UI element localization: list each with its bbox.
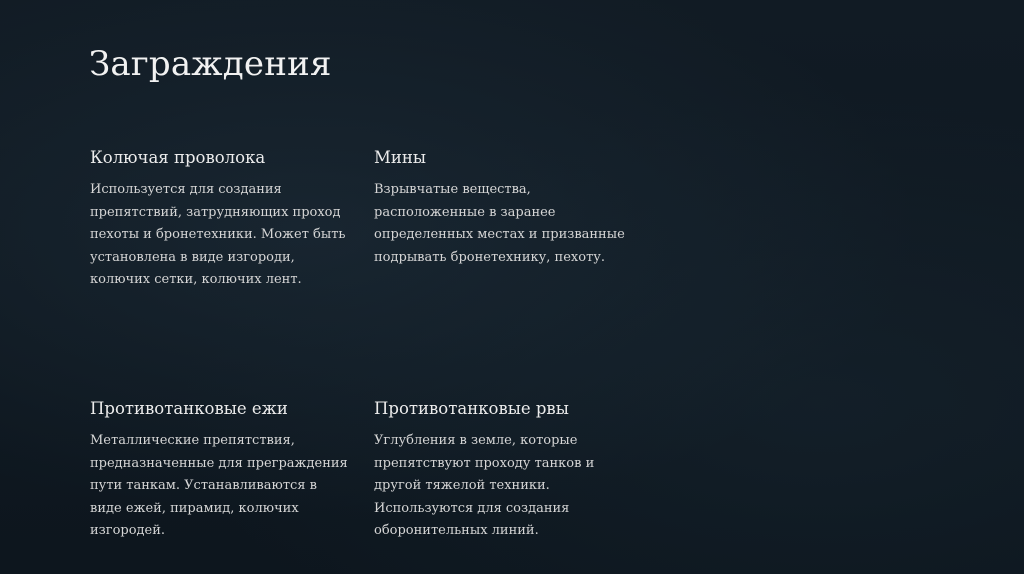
block-mines xyxy=(374,147,644,269)
block-heading: Противотанковые ежи xyxy=(90,399,288,418)
block-heading: Колючая проволока xyxy=(90,148,266,167)
block-anti-tank-ditches xyxy=(374,398,636,543)
block-barbed-wire xyxy=(90,147,352,292)
block-heading: Противотанковые рвы xyxy=(374,399,569,418)
block-text: Металлические препятствия, предназначенные для преграждения пути танкам. Устанавливаются в виде ежей, пирамид, колючих изгородей. xyxy=(90,433,348,538)
block-text: Взрывчатые вещества, расположенные в заранее определенных местах и призванные подрывать бронетехнику, пехоту. xyxy=(374,182,625,265)
block-anti-tank-hedgehogs xyxy=(90,398,352,543)
block-text: Используется для создания препятствий, затрудняющих проход пехоты и бронетехники. Может быть установлена в виде изгороди, колючих сетки, колючих лент. xyxy=(90,182,346,287)
slide-title: Заграждения xyxy=(89,44,332,84)
block-text: Углубления в земле, которые препятствуют проходу танков и другой тяжелой техники. Используются для создания оборонительных линий. xyxy=(374,433,595,538)
block-heading: Мины xyxy=(374,148,427,167)
